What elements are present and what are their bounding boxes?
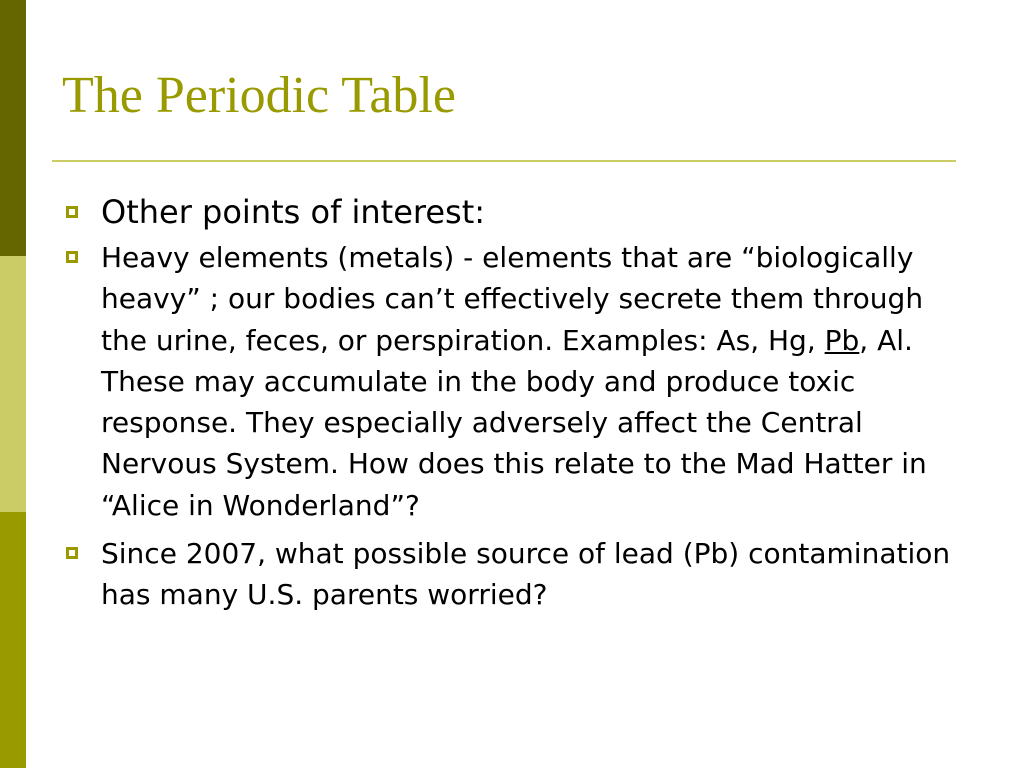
bullet-text-part-1: Heavy elements (metals) - elements that are “biologically heavy” ; our bodies can’t effectively secrete them through the urine, feces, or perspiration. Examples: As, Hg, — [101, 241, 924, 357]
bullet-item-heavy-elements — [62, 237, 962, 526]
square-bullet-icon — [66, 547, 78, 559]
side-bar-middle-segment — [0, 256, 26, 512]
pb-underlined-text: Pb — [824, 323, 860, 357]
title-divider — [52, 160, 956, 162]
square-bullet-icon — [66, 251, 78, 263]
bullet-list — [62, 190, 962, 616]
square-bullet-icon — [66, 206, 78, 218]
side-bar-top-segment — [0, 0, 26, 256]
bullet-text: Other points of interest: — [101, 193, 486, 231]
bullet-item-points-of-interest — [62, 190, 962, 234]
bullet-item-lead-question — [62, 533, 962, 616]
side-color-bar — [0, 0, 26, 768]
bullet-text-part-2: , Al. These may accumulate in the body and produce toxic response. They especially adversely affect the Central Nervous System. How does this relate to the Mad Hatter in “Alice in Wonderland”? — [101, 323, 927, 522]
slide-title: The Periodic Table — [62, 67, 456, 124]
bullet-text: Since 2007, what possible source of lead (Pb) contamination has many U.S. parents worried? — [101, 537, 951, 612]
side-bar-bottom-segment — [0, 512, 26, 768]
